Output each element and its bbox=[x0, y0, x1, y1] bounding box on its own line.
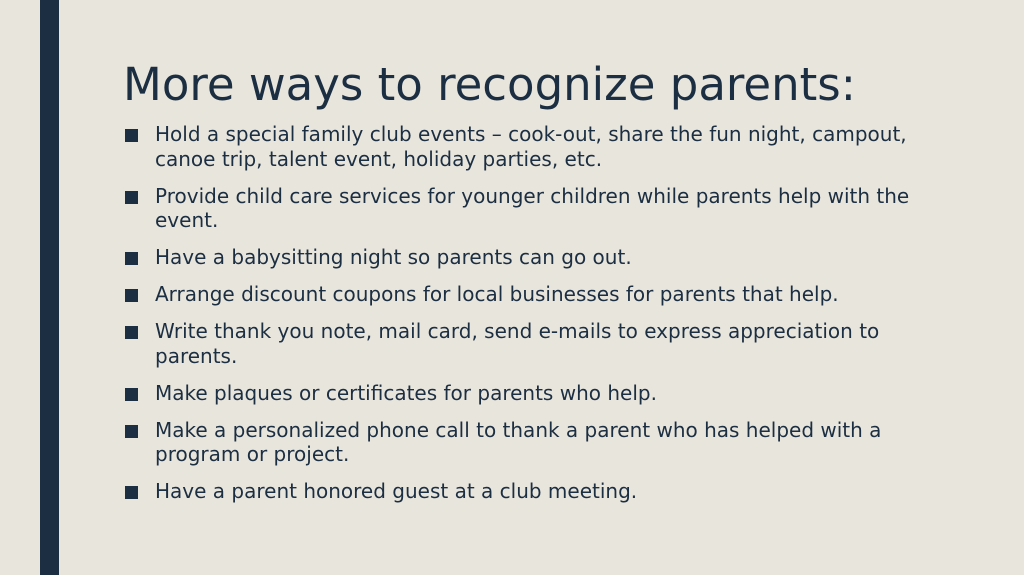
list-item bbox=[125, 184, 925, 233]
bullet-text: Arrange discount coupons for local businesses for parents that help. bbox=[155, 282, 839, 306]
square-bullet-icon bbox=[125, 191, 138, 204]
square-bullet-icon bbox=[125, 129, 138, 142]
list-item bbox=[125, 381, 925, 406]
slide-title: More ways to recognize parents: bbox=[123, 58, 856, 111]
bullet-text: Make plaques or certificates for parents who help. bbox=[155, 380, 657, 405]
bullet-text: Write thank you note, mail card, send e-mails to express appreciation to parents. bbox=[155, 319, 880, 368]
bullet-text: Have a babysitting night so parents can go out. bbox=[155, 245, 632, 269]
bullet-text: Hold a special family club events – cook-out, share the fun night, campout, canoe trip, talent event, holiday parties, etc. bbox=[155, 122, 907, 171]
list-item bbox=[125, 418, 925, 467]
list-item bbox=[125, 245, 925, 270]
square-bullet-icon bbox=[125, 388, 138, 401]
square-bullet-icon bbox=[125, 289, 138, 302]
bullet-list bbox=[125, 122, 925, 516]
accent-bar bbox=[40, 0, 59, 575]
bullet-text: Provide child care services for younger children while parents help with the event. bbox=[155, 183, 910, 232]
square-bullet-icon bbox=[125, 326, 138, 339]
square-bullet-icon bbox=[125, 425, 138, 438]
list-item bbox=[125, 282, 925, 307]
square-bullet-icon bbox=[125, 252, 138, 265]
bullet-text: Make a personalized phone call to thank a parent who has helped with a program or project. bbox=[155, 417, 882, 466]
square-bullet-icon bbox=[125, 486, 138, 499]
list-item bbox=[125, 319, 925, 368]
list-item bbox=[125, 122, 925, 171]
list-item bbox=[125, 479, 925, 504]
bullet-text: Have a parent honored guest at a club meeting. bbox=[155, 479, 638, 503]
